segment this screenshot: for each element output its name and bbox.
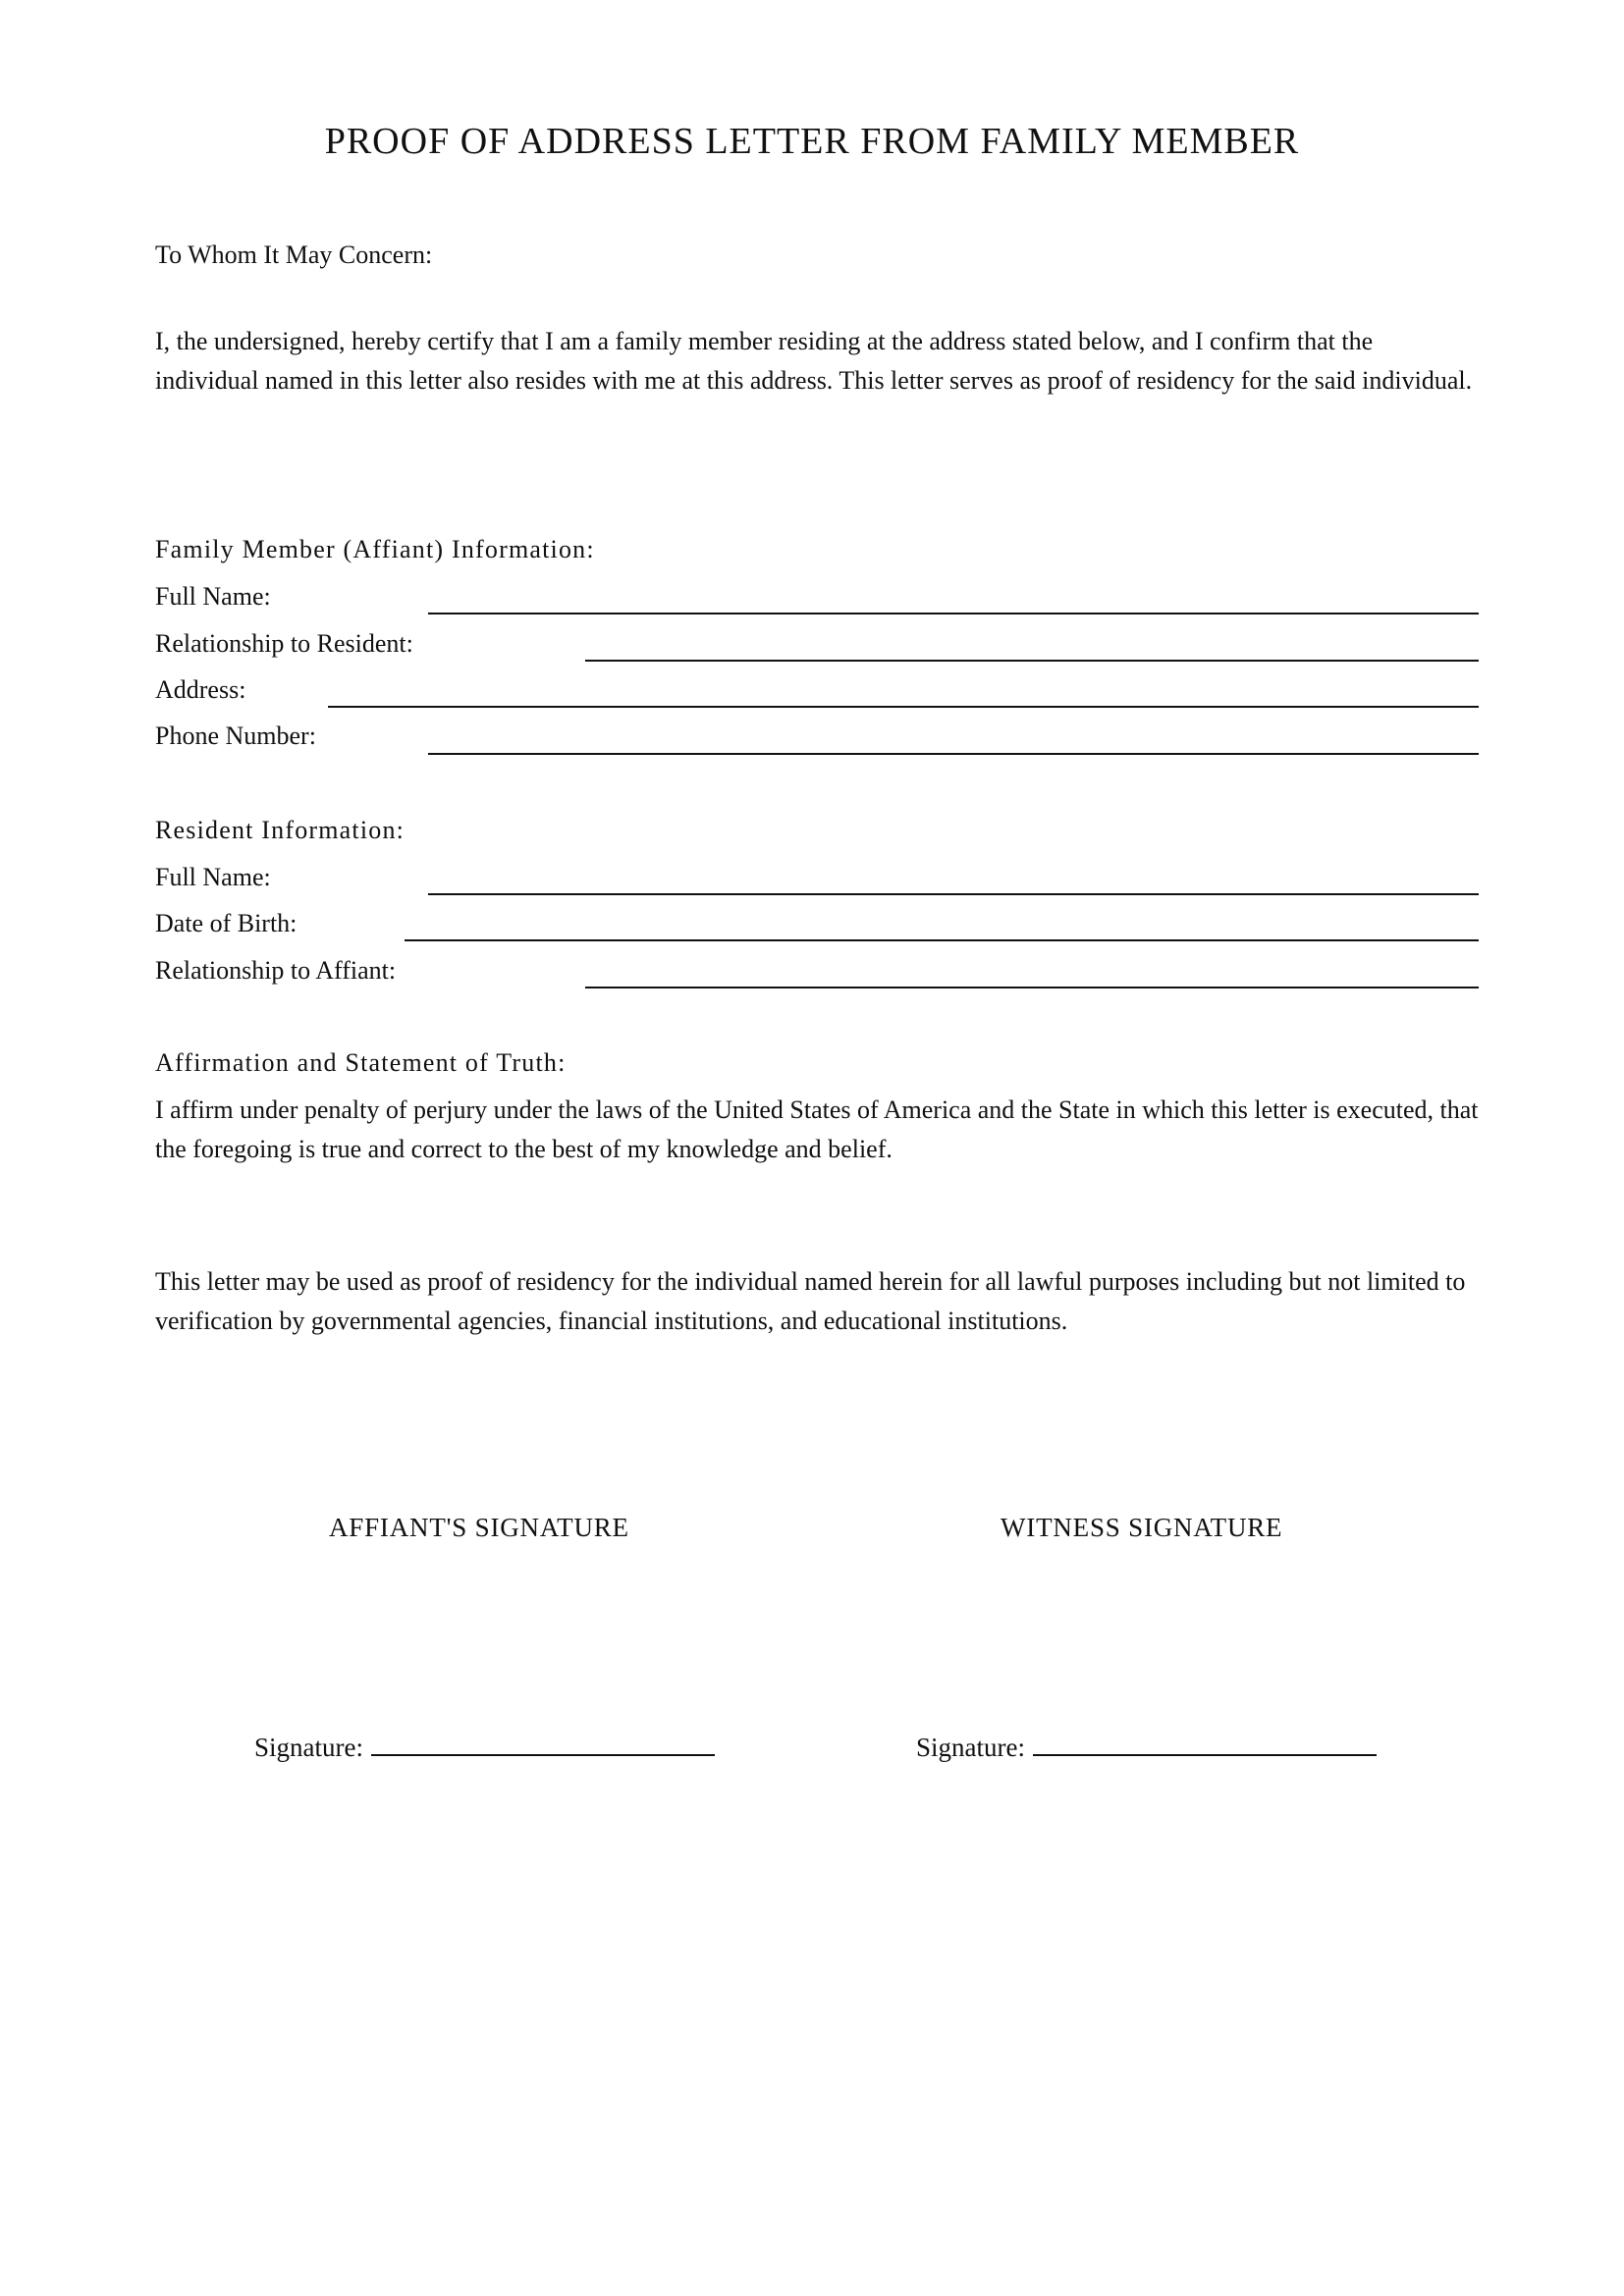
affiant-relationship-field[interactable] [585, 660, 1479, 662]
resident-full-name-label: Full Name: [155, 863, 271, 891]
affirmation-paragraph: I affirm under penalty of perjury under the laws of the United States of America and the State in which this letter is executed, that the foregoing is true and correct to the best of my knowledge and belief. [155, 1095, 1479, 1163]
affiant-address-label: Address: [155, 675, 246, 704]
affiant-signature-field[interactable] [371, 1754, 715, 1756]
resident-dob-label: Date of Birth: [155, 909, 298, 937]
affiant-section-heading: Family Member (Affiant) Information: [155, 535, 595, 563]
witness-signature-row [916, 1728, 1377, 1767]
resident-full-name-field[interactable] [428, 893, 1479, 895]
affiant-full-name-label: Full Name: [155, 582, 271, 611]
witness-signature-label: Signature: [916, 1733, 1025, 1762]
affiant-full-name-field[interactable] [428, 613, 1479, 614]
resident-relationship-field[interactable] [585, 987, 1479, 988]
document-title: PROOF OF ADDRESS LETTER FROM FAMILY MEMBER [324, 121, 1300, 162]
affiant-signature-label: Signature: [254, 1733, 363, 1762]
affiant-phone-field[interactable] [428, 753, 1479, 755]
salutation: To Whom It May Concern: [155, 240, 433, 269]
intro-paragraph: I, the undersigned, hereby certify that I am a family member residing at the address stated below, and I confirm that the individual named in this letter also resides with me at this address. This letter serves as proof of residency for the said individual. [155, 327, 1473, 395]
witness-signature-field[interactable] [1033, 1754, 1377, 1756]
resident-relationship-label: Relationship to Affiant: [155, 956, 397, 985]
affiant-signature-heading: AFFIANT'S SIGNATURE [329, 1513, 629, 1542]
resident-section-heading: Resident Information: [155, 816, 406, 844]
usage-note-paragraph: This letter may be used as proof of residency for the individual named herein for all lawful purposes including but not limited to verification by governmental agencies, financial institutions, and educational institutions. [155, 1267, 1466, 1335]
affiant-relationship-label: Relationship to Resident: [155, 629, 413, 658]
affiant-signature-row [254, 1728, 715, 1767]
witness-signature-heading: WITNESS SIGNATURE [1001, 1513, 1283, 1542]
resident-dob-field[interactable] [405, 939, 1479, 941]
affiant-address-field[interactable] [328, 706, 1479, 708]
affirmation-heading: Affirmation and Statement of Truth: [155, 1048, 567, 1077]
affiant-phone-label: Phone Number: [155, 721, 316, 750]
